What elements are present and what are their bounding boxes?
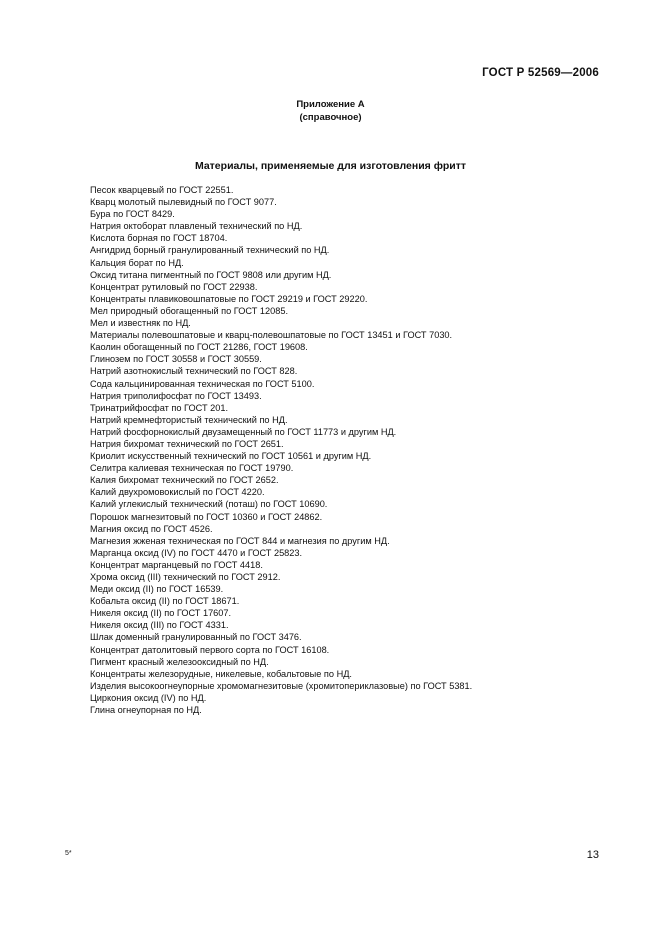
material-item: Концентраты железорудные, никелевые, кобальтовые по НД. xyxy=(90,668,352,679)
material-item: Натрия октоборат плавленый технический по НД. xyxy=(90,221,303,232)
material-item: Натрия бихромат технический по ГОСТ 2651. xyxy=(90,438,284,449)
material-item: Калий углекислый технический (поташ) по ГОСТ 10690. xyxy=(90,499,328,510)
standard-code: ГОСТ Р 52569—2006 xyxy=(482,67,599,79)
material-item: Изделия высокоогнеупорные хромомагнезитовые (хромитопериклазовые) по ГОСТ 5381. xyxy=(90,680,473,691)
material-item: Селитра калиевая техническая по ГОСТ 19790. xyxy=(90,463,294,474)
footnote-mark: 5* xyxy=(65,850,72,857)
material-item: Концентраты плавиковошпатовые по ГОСТ 29219 и ГОСТ 29220. xyxy=(90,293,368,304)
material-item: Глинозем по ГОСТ 30558 и ГОСТ 30559. xyxy=(90,354,262,365)
material-item: Шлак доменный гранулированный по ГОСТ 3476. xyxy=(90,632,302,643)
page-number: 13 xyxy=(586,849,599,861)
material-item: Марганца оксид (IV) по ГОСТ 4470 и ГОСТ 25823. xyxy=(90,547,303,558)
material-item: Песок кварцевый по ГОСТ 22551. xyxy=(90,185,234,195)
material-item: Ангидрид борный гранулированный технический по НД. xyxy=(90,245,330,256)
material-item: Сода кальцинированная техническая по ГОСТ 5100. xyxy=(90,378,315,389)
material-item: Натрий азотнокислый технический по ГОСТ 828. xyxy=(90,366,298,377)
material-item: Порошок магнезитовый по ГОСТ 10360 и ГОСТ 24862. xyxy=(90,511,323,522)
material-item: Кальция борат по НД. xyxy=(90,257,184,268)
section-title: Материалы, применяемые для изготовления фритт xyxy=(194,160,467,172)
material-item: Никеля оксид (III) по ГОСТ 4331. xyxy=(90,620,229,631)
material-item: Кобальта оксид (II) по ГОСТ 18671. xyxy=(90,596,240,607)
material-item: Криолит искусственный технический по ГОСТ 10561 и другим НД. xyxy=(90,451,372,462)
appendix-subtitle: (справочное) xyxy=(299,111,362,123)
material-item: Калий двухромовокислый по ГОСТ 4220. xyxy=(90,487,265,498)
material-item: Меди оксид (II) по ГОСТ 16539. xyxy=(90,584,224,595)
appendix-title: Приложение А xyxy=(296,99,365,110)
material-item: Натрия триполифосфат по ГОСТ 13493. xyxy=(90,390,262,401)
material-item: Материалы полевошпатовые и кварц-полевошпатовые по ГОСТ 13451 и ГОСТ 7030. xyxy=(90,330,453,341)
material-item: Концентрат марганцевый по ГОСТ 4418. xyxy=(90,559,263,570)
material-item: Бура по ГОСТ 8429. xyxy=(90,209,175,220)
material-item: Кварц молотый пылевидный по ГОСТ 9077. xyxy=(90,197,277,208)
material-item: Концентрат датолитовый первого сорта по ГОСТ 16108. xyxy=(90,644,330,655)
material-item: Магнезия жженая техническая по ГОСТ 844 и магнезия по другим НД. xyxy=(90,535,390,546)
appendix-heading xyxy=(0,99,661,124)
material-item: Магния оксид по ГОСТ 4526. xyxy=(90,523,213,534)
material-item: Кислота борная по ГОСТ 18704. xyxy=(90,233,228,244)
material-item: Циркония оксид (IV) по НД. xyxy=(90,692,207,703)
material-item: Каолин обогащенный по ГОСТ 21286, ГОСТ 19608. xyxy=(90,342,308,353)
material-item: Калия бихромат технический по ГОСТ 2652. xyxy=(90,475,279,486)
material-item: Мел природный обогащенный по ГОСТ 12085. xyxy=(90,305,289,316)
material-item: Хрома оксид (III) технический по ГОСТ 2912. xyxy=(90,572,281,582)
material-item: Натрий кремнефтористый технический по НД. xyxy=(90,414,288,425)
material-item: Мел и известняк по НД. xyxy=(90,318,191,329)
material-item: Пигмент красный железооксидный по НД. xyxy=(90,656,269,667)
material-item: Натрий фосфорнокислый двузамещенный по ГОСТ 11773 и другим НД. xyxy=(90,426,397,437)
material-item: Тринатрийфосфат по ГОСТ 201. xyxy=(90,402,229,413)
materials-list xyxy=(90,184,610,716)
material-item: Оксид титана пигментный по ГОСТ 9808 или другим НД. xyxy=(90,269,332,280)
material-item: Никеля оксид (II) по ГОСТ 17607. xyxy=(90,608,232,619)
material-item: Глина огнеупорная по НД. xyxy=(90,705,202,716)
material-item: Концентрат рутиловый по ГОСТ 22938. xyxy=(90,281,258,292)
